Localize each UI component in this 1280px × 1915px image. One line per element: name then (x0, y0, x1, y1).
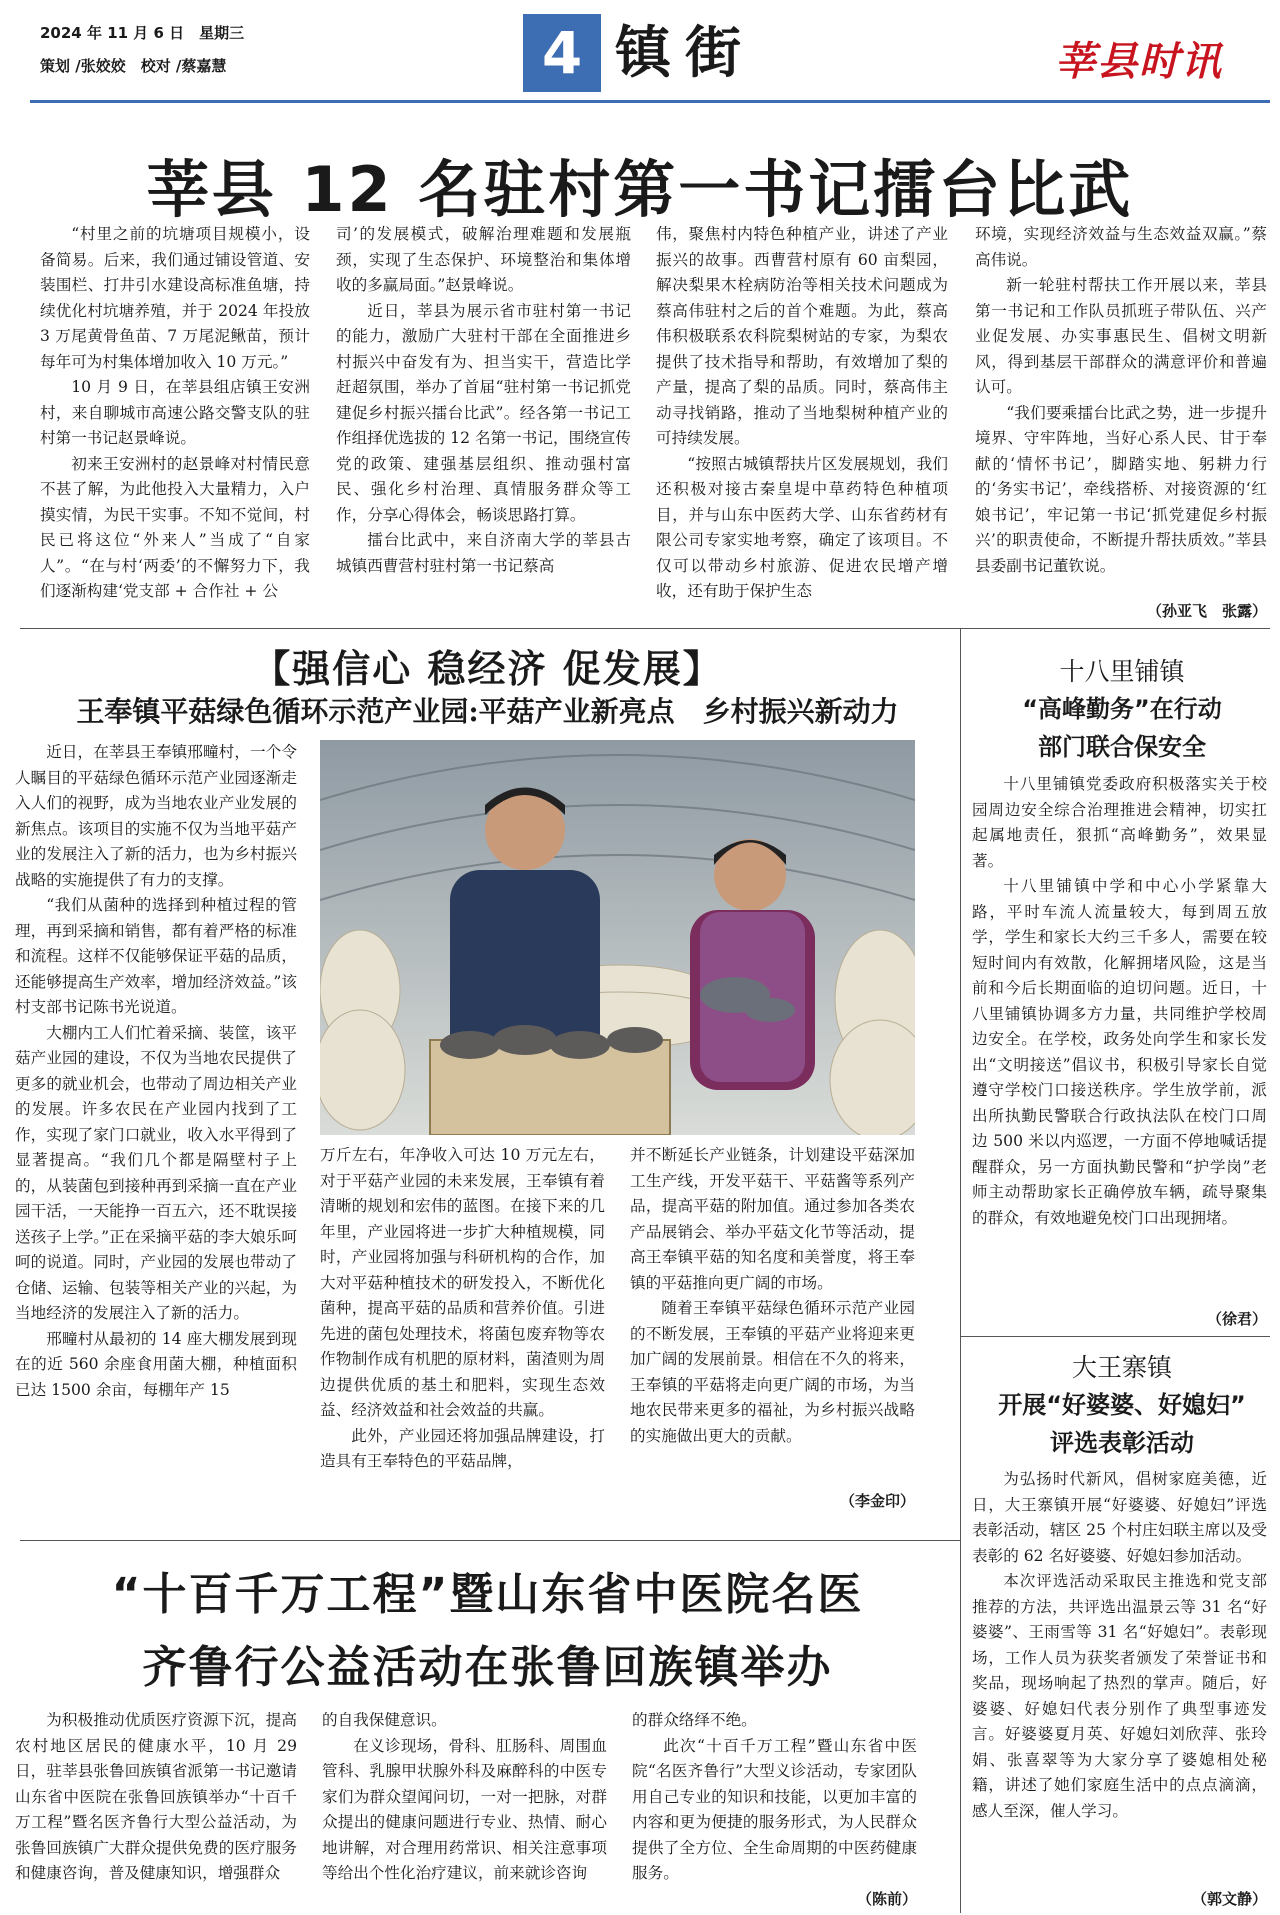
paragraph: “我们要乘擂台比武之势，进一步提升境界、守牢阵地，当好心系人民、甘于奉献的‘情怀书记’，脚踏实地、躬耕力行的‘务实书记’，牵线搭桥、对接资源的‘红娘书记’，牢记第一书记‘抓党建促乡村振兴’的职责使命，不断提升帮扶质效。”莘县县委副书记董钦说。 (975, 403, 1267, 575)
mushroom-farmers-photo (320, 740, 915, 1135)
story1-column-2 (336, 222, 631, 579)
paragraph: 本次评选活动采取民主推选和党支部推荐的方法，共评选出温景云等 31 名“好婆婆”、王雨雪等 31 名“好媳妇”。表彰现场，工作人员为获奖者颁发了荣誉证书和奖品，现场响起了热烈的掌声。随后，好婆婆、好媳妇代表分别作了典型事迹发言。好婆婆夏月英、好媳妇刘欣萍、张玲娟、张喜翠等为大家分享了婆媳相处秘籍，讲述了她们家庭生活中的点点滴滴，感人至深，催人学习。 (972, 1572, 1267, 1820)
paragraph: 初来王安洲村的赵景峰对村情民意不甚了解，为此他投入大量精力，入户摸实情，为民干实事。不知不觉间，村民已将这位“外来人”当成了“自家人”。“在与村‘两委’的不懈努力下，我们逐渐构建‘党支部 + 合作社 + 公 (40, 454, 310, 600)
story2-column-3 (630, 1143, 915, 1449)
story3-column-2 (322, 1708, 607, 1887)
paragraph: 擂台比武中，来自济南大学的莘县古城镇西曹营村驻村第一书记蔡高 (336, 531, 631, 575)
story3-column-3 (632, 1708, 917, 1887)
paragraph: 为积极推动优质医疗资源下沉，提高农村地区居民的健康水平，10 月 29 日，驻莘县张鲁回族镇省派第一书记邀请山东省中医院在张鲁回族镇举办“十百千万工程”暨名医齐鲁行大型公益活动，为张鲁回族镇广大群众提供免费的医疗服务和健康咨询，普及健康知识，增强群众 (15, 1711, 297, 1882)
paragraph: 在义诊现场，骨科、肛肠科、周围血管科、乳腺甲状腺外科及麻醉科的中医专家们为群众望闻问切，一对一把脉，对群众提出的健康问题进行专业、热情、耐心地讲解，对合理用药常识、相关注意事项等给出个性化治疗建议，前来就诊咨询 (322, 1736, 607, 1882)
page-number-badge: 4 (523, 14, 601, 92)
masthead-rule (30, 100, 1270, 103)
story3-headline-line-1: “十百千万工程”暨山东省中医院名医 (111, 1569, 864, 1620)
newspaper-logo: 莘县时讯 (1055, 38, 1223, 85)
paragraph: 十八里铺镇党委政府积极落实关于校园周边安全综合治理推进会精神，切实扛起属地责任，狠抓“高峰勤务”，效果显著。 (972, 775, 1267, 870)
paragraph: 此外，产业园还将加强品牌建设，打造具有王奉特色的平菇品牌， (320, 1426, 605, 1470)
paragraph: “按照古城镇帮扶片区发展规划，我们还积极对接古秦皇堤中草药特色种植项目，并与山东中医药大学、山东省药材有限公司专家实地考察，确定了该项目。不仅可以带动乡村旅游、促进农民增产增收，还有助于保护生态 (656, 454, 948, 600)
divider (960, 628, 961, 1913)
issue-date: 2024 年 11 月 6 日 星期三 (40, 24, 245, 42)
sidebar1-body (972, 772, 1267, 1231)
sidebar2-title-line-1: 开展“好婆婆、好媳妇” (998, 1391, 1246, 1419)
sidebar1-title-line-1: “高峰勤务”在行动 (1022, 695, 1222, 723)
paragraph: “我们从菌种的选择到种植过程的管理，再到采摘和销售，都有着严格的标准和流程。这样不仅能够保证平菇的品质，还能够提高生产效率，增加经济效益。”该村支部书记陈书光说道。 (15, 896, 297, 1016)
story2-column-1 (15, 740, 297, 1403)
sidebar2-town: 大王寨镇 (1071, 1353, 1172, 1382)
divider (960, 1336, 1270, 1337)
story3-headline (20, 1558, 955, 1704)
paragraph: 伟，聚焦村内特色种植产业，讲述了产业振兴的故事。西曹营村原有 60 亩梨园，解决梨果木栓病防治等相关技术问题成为蔡高伟驻村之后的首个难题。为此，蔡高伟积极联系农科院梨树站的专家，为梨农提供了技术指导和帮助，有效增加了梨的产量，提高了梨的品质。同时，蔡高伟主动寻找销路，推动了当地梨树种植产业的可持续发展。 (656, 225, 948, 447)
story3-headline-line-2: 齐鲁行公益活动在张鲁回族镇举办 (142, 1642, 833, 1693)
sidebar1-title-line-2: 部门联合保安全 (1038, 733, 1206, 761)
paragraph: 的群众络绎不绝。 (632, 1711, 757, 1729)
editor-credit: 策划 /张姣姣 校对 /蔡嘉慧 (40, 57, 227, 75)
divider (20, 628, 1270, 629)
story2-byline: （李金印） (839, 1492, 915, 1510)
story1-column-1 (40, 222, 310, 605)
story1-column-3 (656, 222, 948, 605)
paragraph: 大棚内工人们忙着采摘、装筐，该平菇产业园的建设，不仅为当地农民提供了更多的就业机会，也带动了周边相关产业的发展。许多农民在产业园内找到了工作，实现了家门口就业，收入水平得到了显著提高。“我们几个都是隔壁村子上的，从装菌包到接种再到采摘一直在产业园干活，一天能挣一百五六，还不耽误接送孩子上学。”正在采摘平菇的李大娘乐呵呵的说道。同时，产业园的发展也带动了仓储、运输、包装等相关产业的兴起，为当地经济的发展注入了新的活力。 (15, 1023, 297, 1322)
story2-column-2 (320, 1143, 605, 1475)
paragraph: “村里之前的坑塘项目规模小，设备简易。后来，我们通过铺设管道、安装围栏、打井引水建设高标准鱼塘，持续优化村坑塘养殖，并于 2024 年投放 3 万尾黄骨鱼苗、7 万尾泥鳅苗，预计每年可为村集体增加收入 10 万元。” (40, 225, 310, 371)
paragraph: 此次“十百千万工程”暨山东省中医院“名医齐鲁行”大型义诊活动，专家团队用自己专业的知识和技能，以更加丰富的内容和更为便捷的服务形式，为人民群众提供了全方位、全生命周期的中医药健康服务。 (632, 1736, 917, 1882)
paragraph: 并不断延长产业链条，计划建设平菇深加工生产线，开发平菇干、平菇酱等系列产品，提高平菇的附加值。通过参加各类农产品展销会、举办平菇文化节等活动，提高王奉镇平菇的知名度和美誉度，将王奉镇的平菇推向更广阔的市场。 (630, 1146, 915, 1292)
sidebar2-body (972, 1467, 1267, 1824)
sidebar2-title-line-2: 评选表彰活动 (1050, 1429, 1194, 1457)
sidebar2-byline: （郭文静） (1191, 1890, 1267, 1908)
paragraph: 环境，实现经济效益与生态效益双赢。”蔡高伟说。 (975, 225, 1267, 269)
paragraph: 随着王奉镇平菇绿色循环示范产业园的不断发展，王奉镇的平菇产业将迎来更加广阔的发展前景。相信在不久的将来，王奉镇的平菇将走向更广阔的市场，为当地农民带来更多的福祉，为乡村振兴战略的实施做出更大的贡献。 (630, 1299, 915, 1445)
masthead (0, 0, 1280, 100)
story2-headline: 王奉镇平菇绿色循环示范产业园:平菇产业新亮点 乡村振兴新动力 (76, 695, 899, 728)
paragraph: 近日，在莘县王奉镇邢疃村，一个令人瞩目的平菇绿色循环示范产业园逐渐走入人们的视野，成为当地农业产业发展的新焦点。该项目的实施不仅为当地平菇产业的发展注入了新的活力，也为乡村振兴战略的实施提供了有力的支撑。 (15, 743, 297, 889)
story1-byline: （孙亚飞 张露） (1146, 602, 1267, 620)
paragraph: 的自我保健意识。 (322, 1711, 447, 1729)
paragraph: 司’的发展模式，破解治理难题和发展瓶颈，实现了生态保护、环境整治和集体增收的多赢局面。”赵景峰说。 (336, 225, 631, 294)
paragraph: 十八里铺镇中学和中心小学紧靠大路，平时车流人流量较大，每到周五放学，学生和家长大约三千多人，需要在较短时间内有效散，化解拥堵风险，这是当前和今后长期面临的迫切问题。近日，十八里铺镇协调多方力量，共同维护学校周边安全。在学校，政务处向学生和家长发出“文明接送”倡议书，积极引导家长自觉遵守学校门口接送秩序。学生放学前，派出所执勤民警联合行政执法队在校门口周边 500 米以内巡逻，一方面不停地喊话提醒群众，另一方面执勤民警和“护学岗”老师主动帮助家长正确停放车辆，疏导聚集的群众，有效地避免校门口出现拥堵。 (972, 877, 1267, 1227)
paragraph: 10 月 9 日，在莘县组店镇王安洲村，来自聊城市高速公路交警支队的驻村第一书记赵景峰说。 (40, 378, 310, 447)
section-title: 镇街 (615, 20, 755, 86)
paragraph: 为弘扬时代新风，倡树家庭美德，近日，大王寨镇开展“好婆婆、好媳妇”评选表彰活动，辖区 25 个村庄妇联主席以及受表彰的 62 名好婆婆、好媳妇参加活动。 (972, 1470, 1267, 1565)
paragraph: 万斤左右，年净收入可达 10 万元左右，对于平菇产业园的未来发展，王奉镇有着清晰的规划和宏伟的蓝图。在接下来的几年里，产业园将进一步扩大种植规模，同时，产业园将加强与科研机构的合作，加大对平菇种植技术的研发投入，不断优化菌种，提高平菇的品质和营养价值。引进先进的菌包处理技术，将菌包废弃物等农作物制作成有机肥的原材料，菌渣则为周边提供优质的基土和肥料，实现生态效益、经济效益和社会效益的共赢。 (320, 1146, 605, 1419)
sidebar1-town: 十八里铺镇 (1059, 657, 1185, 686)
story3-byline: （陈前） (856, 1890, 917, 1908)
paragraph: 邢疃村从最初的 14 座大棚发展到现在的近 560 余座食用菌大棚，种植面积已达 1500 余亩，每棚年产 15 (15, 1329, 297, 1399)
story2-series-label: 【强信心 稳经济 促发展】 (252, 646, 723, 691)
greenhouse-photo-illustration (320, 740, 915, 1135)
paragraph: 新一轮驻村帮扶工作开展以来，莘县第一书记和工作队员抓班子带队伍、兴产业促发展、办实事惠民生、倡树文明新风，得到基层干部群众的满意评价和普遍认可。 (975, 276, 1267, 396)
story3-column-1 (15, 1708, 297, 1887)
divider (20, 1540, 960, 1541)
paragraph: 近日，莘县为展示省市驻村第一书记的能力，激励广大驻村干部在全面推进乡村振兴中奋发有为、担当实干，营造比学赶超氛围，举办了首届“驻村第一书记抓党建促乡村振兴擂台比武”。经各第一书记工作组择优选拔的 12 名第一书记，围绕宣传党的政策、建强基层组织、推动强村富民、强化乡村治理、真情服务群众等工作，分享心得体会，畅谈思路打算。 (336, 301, 631, 524)
sidebar1-byline: （徐君） (1206, 1310, 1267, 1328)
story1-headline: 莘县 12 名驻村第一书记擂台比武 (146, 153, 1134, 226)
story1-column-4 (975, 222, 1267, 579)
